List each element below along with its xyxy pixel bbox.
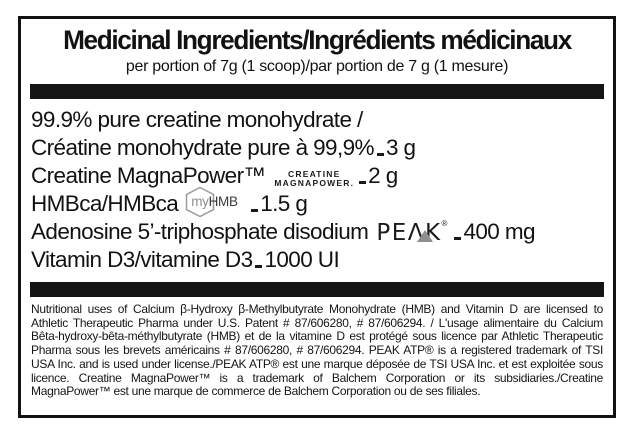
ingredient-row-vitamind3 xyxy=(31,246,603,274)
ingredient-name: Créatine monohydrate pure à 99,9% xyxy=(31,135,374,160)
ingredient-name: 99.9% pure creatine monohydrate / xyxy=(31,107,363,132)
myhmb-logo-my: my xyxy=(191,194,209,209)
myhmb-logo-hmb: HMB xyxy=(208,194,238,209)
dot-leader xyxy=(359,181,365,184)
peak-atp-logo xyxy=(376,211,450,246)
ingredient-amount: 400 mg xyxy=(463,219,535,244)
panel-title: Medicinal Ingredients/Ingrédients médicinaux xyxy=(63,25,571,55)
ingredient-amount: 1.5 g xyxy=(260,191,308,216)
ingredient-name: Vitamin D3/vitamine D3 xyxy=(31,247,253,272)
myhmb-logo xyxy=(184,186,246,218)
serving-size-subtitle: per portion of 7g (1 scoop)/par portion de 7 g (1 mesure) xyxy=(125,58,509,75)
ingredient-name: Creatine MagnaPower™ xyxy=(31,163,266,188)
divider-bar-top xyxy=(30,84,604,99)
ingredient-amount: 1000 UI xyxy=(264,247,340,272)
dot-leader xyxy=(377,153,383,156)
creatine-magnapower-logo xyxy=(274,170,354,187)
peak-triangle-icon xyxy=(417,230,433,242)
ingredient-row-creatine-en xyxy=(31,106,603,134)
ingredient-row-hmb xyxy=(31,190,603,218)
panel-header xyxy=(21,26,613,76)
ingredient-name: Adenosine 5’-triphosphate disodium xyxy=(31,219,369,244)
dot-leader xyxy=(454,237,460,240)
divider-bar-bottom xyxy=(30,282,604,297)
ingredient-row-atp xyxy=(31,218,603,246)
magnapower-logo-line2: MAGNAPOWER. xyxy=(274,177,355,188)
ingredient-amount: 3 g xyxy=(385,135,416,160)
ingredient-row-creatine-fr xyxy=(31,134,603,162)
registered-mark: ® xyxy=(441,219,448,228)
peak-logo-text: PEΛK xyxy=(376,220,442,246)
legal-footnote: Nutritional uses of Calcium β-Hydroxy β-Methylbutyrate Monohydrate (HMB) and Vitamin D are licensed to Athletic Therapeutic Pharma under U.S. Patent # 87/606280, # 87/606294. / L'usage alimentaire du Calcium Bêta-hydroxy-bêta-méthylbutyrate (HMB) et de la vitamine D est protégé sous licence par Athletic Therapeutic Pharma sous les brevets américains # 87/606280, # 87/606294. PEAK ATP® is a registered trademark of TSI USA Inc. and is used under license./PEAK ATP® est une marque déposée de TSI USA Inc. et est exploitée sous licence. Creatine MagnaPower™ is a trademark of Balchem Corporation or its subsidiaries./Creatine MagnaPower™ est une marque de commerce de Balchem Corporation ou de ses filiales. xyxy=(31,302,603,399)
magnapower-logo-line1: CREATINE xyxy=(288,169,341,179)
ingredient-row-magnapower xyxy=(31,162,603,190)
dot-leader xyxy=(251,209,257,212)
ingredient-name: HMBca/HMBca xyxy=(31,191,179,216)
medicinal-ingredients-panel xyxy=(18,16,616,418)
ingredient-list xyxy=(31,106,603,274)
myhmb-logo-text xyxy=(191,194,238,209)
ingredient-amount: 2 g xyxy=(368,163,398,188)
dot-leader xyxy=(255,265,261,268)
